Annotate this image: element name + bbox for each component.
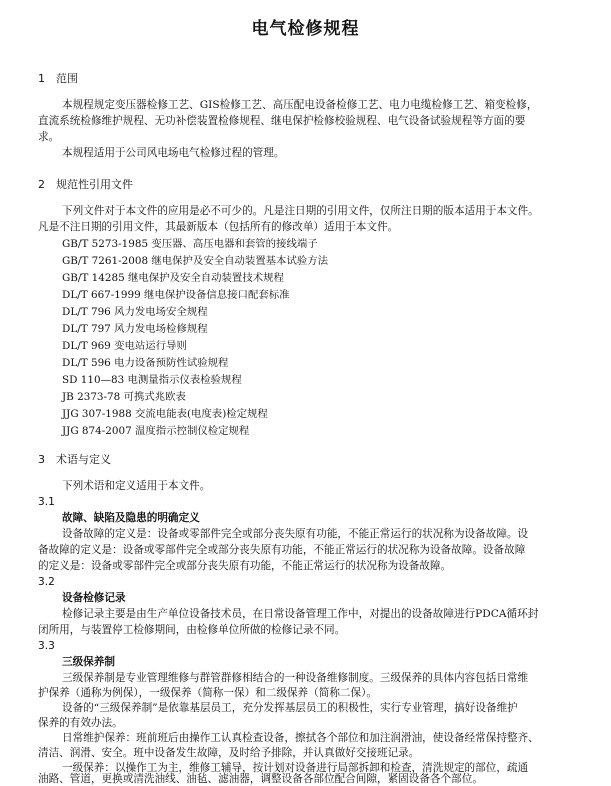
section-1-number: 1 — [38, 72, 45, 85]
document-title: 电气检修规程 — [251, 19, 360, 39]
subsection-3-2-title: 设备检修记录 — [62, 592, 126, 604]
subsection-3-1-line: 设备故障的定义是：设备或零部件完全或部分丧失原有功能，不能正常运行的状况称为设备故障。设 — [62, 528, 529, 540]
subsection-3-1-number: 3.1 — [38, 496, 55, 508]
subsection-3-2-number: 3.2 — [38, 576, 55, 588]
section-1-title: 范围 — [56, 72, 78, 85]
section-3-number: 3 — [38, 453, 45, 466]
section-1-paragraph-line: 直流系统检修维护规程、无功补偿装置检修规程、继电保护检修校验规程、电气设备试验规程等方面的要 — [38, 115, 526, 127]
subsection-3-1-line: 备故障的定义是：设备或零部件完全或部分丧失原有功能，不能正常运行的状况称为设备故障。设备故障 — [38, 544, 526, 556]
section-2-heading — [38, 178, 133, 192]
section-1-heading — [38, 72, 78, 86]
subsection-3-3-title: 三级保养制 — [62, 656, 115, 668]
section-3-heading — [38, 453, 111, 467]
reference-item: JJG 874-2007 温度指示控制仪检定规程 — [62, 425, 250, 437]
reference-item: DL/T 667-1999 继电保护设备信息接口配套标准 — [62, 289, 290, 301]
subsection-3-3-line: 保养的有效办法。 — [38, 717, 123, 729]
reference-item: GB/T 5273-1985 变压器、高压电器和套管的接线端子 — [62, 238, 318, 250]
section-2-number: 2 — [38, 178, 45, 191]
section-1-paragraph-line: 本规程规定变压器检修工艺、GIS检修工艺、高压配电设备检修工艺、电力电缆检修工艺、箱变检修， — [62, 99, 538, 111]
section-2-intro-line: 凡是不注日期的引用文件，其最新版本（包括所有的修改单）适用于本文件。 — [38, 221, 399, 233]
section-3-title: 术语与定义 — [56, 453, 111, 466]
section-3-intro: 下列术语和定义适用于本文件。 — [62, 480, 211, 492]
reference-item: DL/T 969 变电站运行导则 — [62, 340, 187, 352]
reference-item: DL/T 797 风力发电场检修规程 — [62, 323, 208, 335]
subsection-3-3-line: 一级保养：以操作工为主，维修工辅导，按计划对设备进行局部拆卸和检查，清洗规定的部位，疏通 — [62, 762, 529, 774]
subsection-3-1-title: 故障、缺陷及隐患的明确定义 — [62, 512, 200, 524]
reference-item: JJG 307-1988 交流电能表(电度表)检定规程 — [62, 408, 268, 420]
reference-item: GB/T 7261-2008 继电保护及安全自动装置基本试验方法 — [62, 255, 329, 267]
subsection-3-3-line: 油路、管道，更换或清洗油线、油毡、滤油器，调整设备各部位配合间隙，紧固设备各个部位。 — [38, 773, 483, 785]
reference-item: DL/T 796 风力发电场安全规程 — [62, 306, 208, 318]
section-1-paragraph-line: 求。 — [38, 131, 60, 143]
subsection-3-1-line: 的定义是：设备或零部件完全或部分丧失原有功能，不能正常运行的状况称为设备故障。 — [38, 560, 452, 572]
subsection-3-3-line: 日常维护保养：班前班后由操作工认真检查设备，擦拭各个部位和加注润滑油，使设备经常保持整齐、 — [62, 732, 539, 744]
subsection-3-3-line: 护保养（通称为例保），一级保养（简称一保）和二级保养（简称二保）。 — [38, 687, 377, 699]
reference-item: JB 2373-78 可携式兆欧表 — [62, 391, 186, 403]
subsection-3-3-line: 清洁、润滑、安全。班中设备发生故障，及时给予排除，并认真做好交接班记录。 — [38, 747, 420, 759]
section-2-title: 规范性引用文件 — [56, 178, 133, 191]
subsection-3-3-number: 3.3 — [38, 640, 55, 652]
reference-item: DL/T 596 电力设备预防性试验规程 — [62, 357, 229, 369]
subsection-3-2-line: 检修记录主要是由生产单位设备技术员，在日常设备管理工作中，对提出的设备故障进行PDCA循环封 — [62, 608, 539, 620]
section-2-intro-line: 下列文件对于本文件的应用是必不可少的。凡是注日期的引用文件，仅所注日期的版本适用于本文件。 — [62, 205, 539, 217]
section-1-scope-line: 本规程适用于公司风电场电气检修过程的管理。 — [62, 147, 285, 159]
reference-item: SD 110—83 电测量指示仪表检验规程 — [62, 374, 242, 386]
subsection-3-3-line: 设备的“三级保养制”是依靠基层员工，充分发挥基层员工的积极性，实行专业管理，搞好设备维护 — [62, 702, 518, 714]
subsection-3-2-line: 闭所用，与装置停工检修期间，由检修单位所做的检修记录不同。 — [38, 624, 346, 636]
subsection-3-3-line: 三级保养制是专业管理维修与群管群修相结合的一种设备维修制度。三级保养的具体内容包括日常维 — [62, 672, 529, 684]
reference-item: GB/T 14285 继电保护及安全自动装置技术规程 — [62, 272, 284, 284]
